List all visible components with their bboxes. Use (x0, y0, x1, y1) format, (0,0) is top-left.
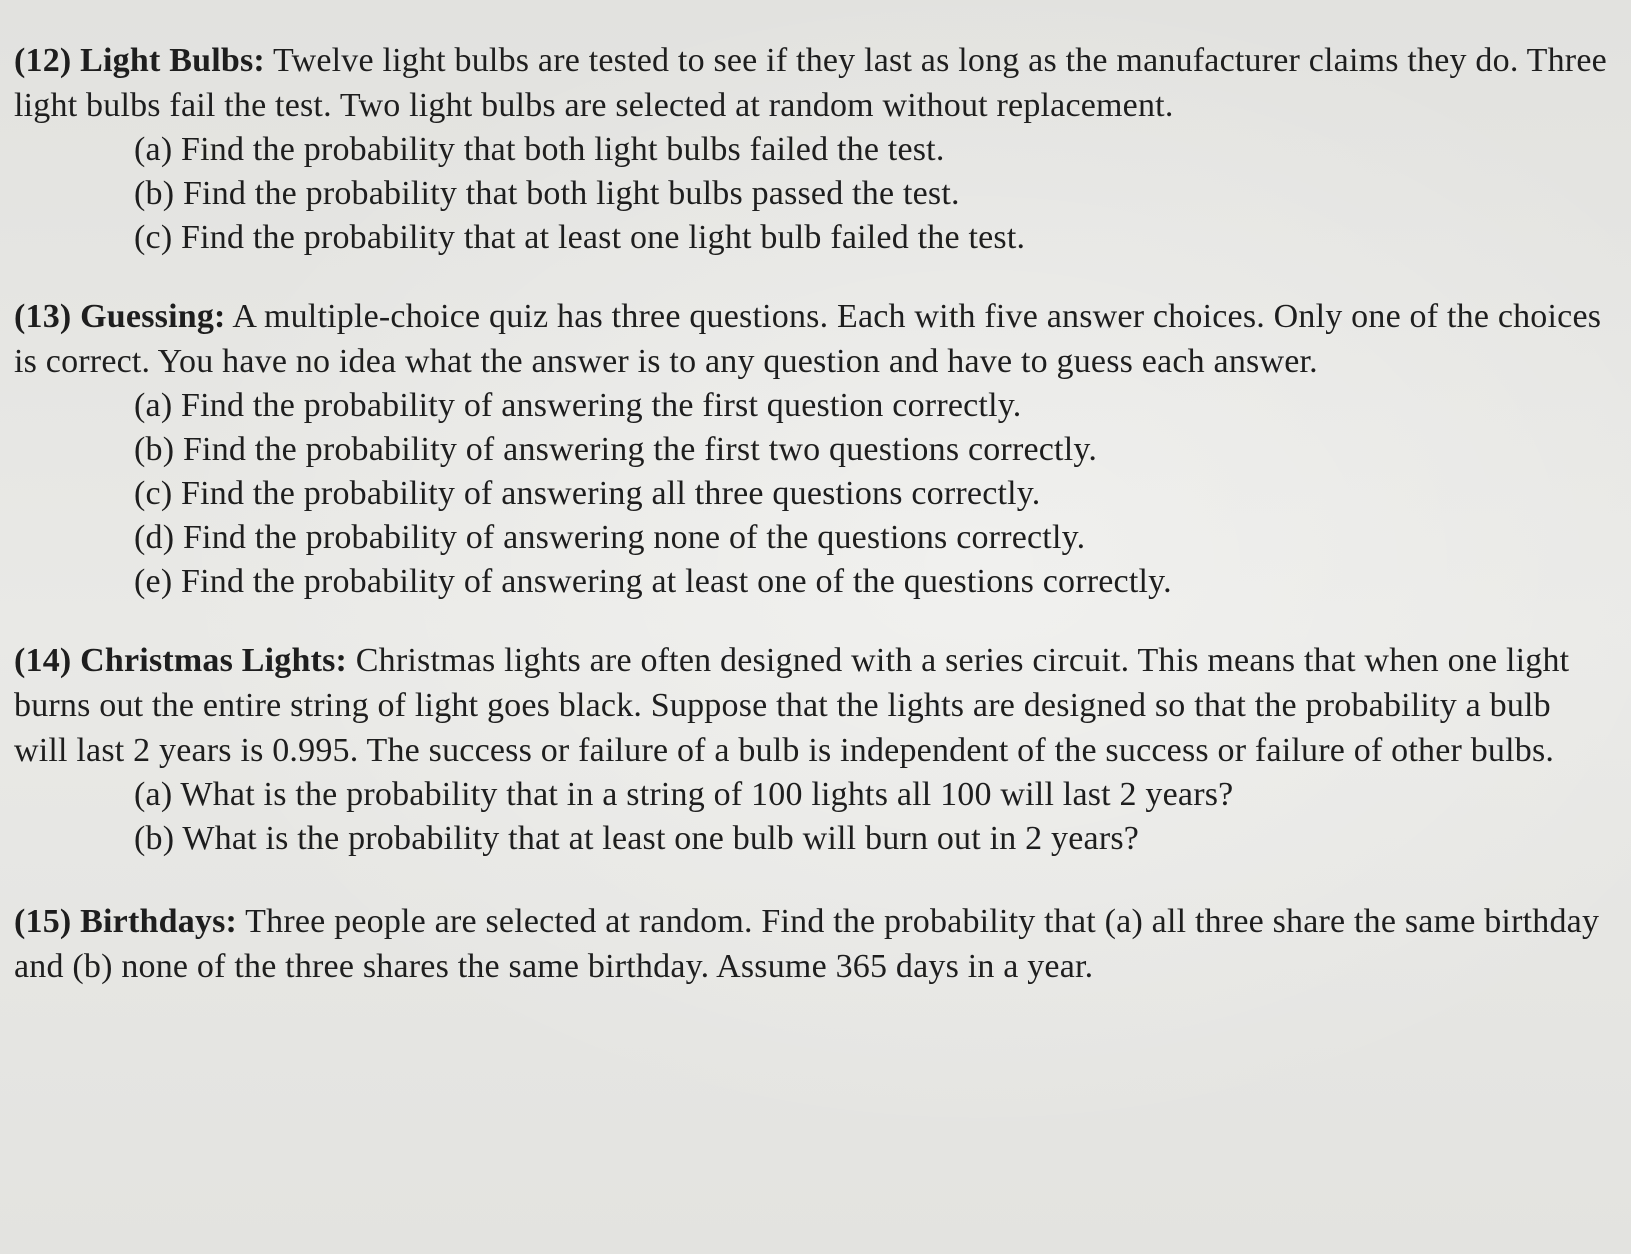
problem-13-part-d: (d) Find the probability of answering none of the questions correctly. (134, 519, 1086, 556)
problem-12-part-b: (b) Find the probability that both light bulbs passed the test. (134, 175, 960, 212)
problem-15-number: (15) (14, 903, 72, 940)
problem-12-text: Twelve light bulbs are tested to see if they last as long as the manufacturer claims they do. Three light bulbs fail the test. Two light bulbs are selected at random without replacement. (14, 42, 1607, 124)
problem-15-body (14, 899, 1611, 989)
problem-13-part-c: (c) Find the probability of answering all three questions correctly. (134, 475, 1041, 512)
problem-14-title: Christmas Lights: (80, 642, 348, 679)
problem-13-body (14, 294, 1611, 384)
problem-13-part-e: (e) Find the probability of answering at least one of the questions correctly. (134, 563, 1172, 600)
problem-15 (14, 899, 1611, 989)
problem-13-text: A multiple-choice quiz has three questions. Each with five answer choices. Only one of the choices is correct. You have no idea what the answer is to any question and have to guess each answer. (14, 298, 1602, 380)
problem-12-part-c: (c) Find the probability that at least one light bulb failed the test. (134, 219, 1026, 256)
problem-14-parts (14, 773, 1611, 861)
problem-14-part-b: (b) What is the probability that at least one bulb will burn out in 2 years? (134, 820, 1140, 857)
problem-12-number: (12) (14, 42, 72, 79)
problem-12 (14, 38, 1611, 260)
problem-14-number: (14) (14, 642, 72, 679)
problem-12-part-a: (a) Find the probability that both light bulbs failed the test. (134, 131, 945, 168)
problem-13-parts (14, 384, 1611, 604)
problem-12-title: Light Bulbs: (80, 42, 265, 79)
problem-13-number: (13) (14, 298, 72, 335)
problem-13-title: Guessing: (80, 298, 226, 335)
problem-12-parts (14, 128, 1611, 260)
problem-14 (14, 638, 1611, 861)
problem-14-text: Christmas lights are often designed with a series circuit. This means that when one light burns out the entire string of light goes black. Suppose that the lights are designed so that the probability a bulb will last 2 years is 0.995. The success or failure of a bulb is independent of the success or failure of other bulbs. (14, 642, 1570, 769)
problem-12-body (14, 38, 1611, 128)
problem-15-title: Birthdays: (80, 903, 238, 940)
problem-14-body (14, 638, 1611, 773)
problem-15-text: Three people are selected at random. Find the probability that (a) all three share the same birthday and (b) none of the three shares the same birthday. Assume 365 days in a year. (14, 903, 1600, 985)
problem-13-part-a: (a) Find the probability of answering the first question correctly. (134, 387, 1022, 424)
problem-13 (14, 294, 1611, 604)
problem-13-part-b: (b) Find the probability of answering the first two questions correctly. (134, 431, 1098, 468)
problem-14-part-a: (a) What is the probability that in a string of 100 lights all 100 will last 2 years? (134, 776, 1234, 813)
